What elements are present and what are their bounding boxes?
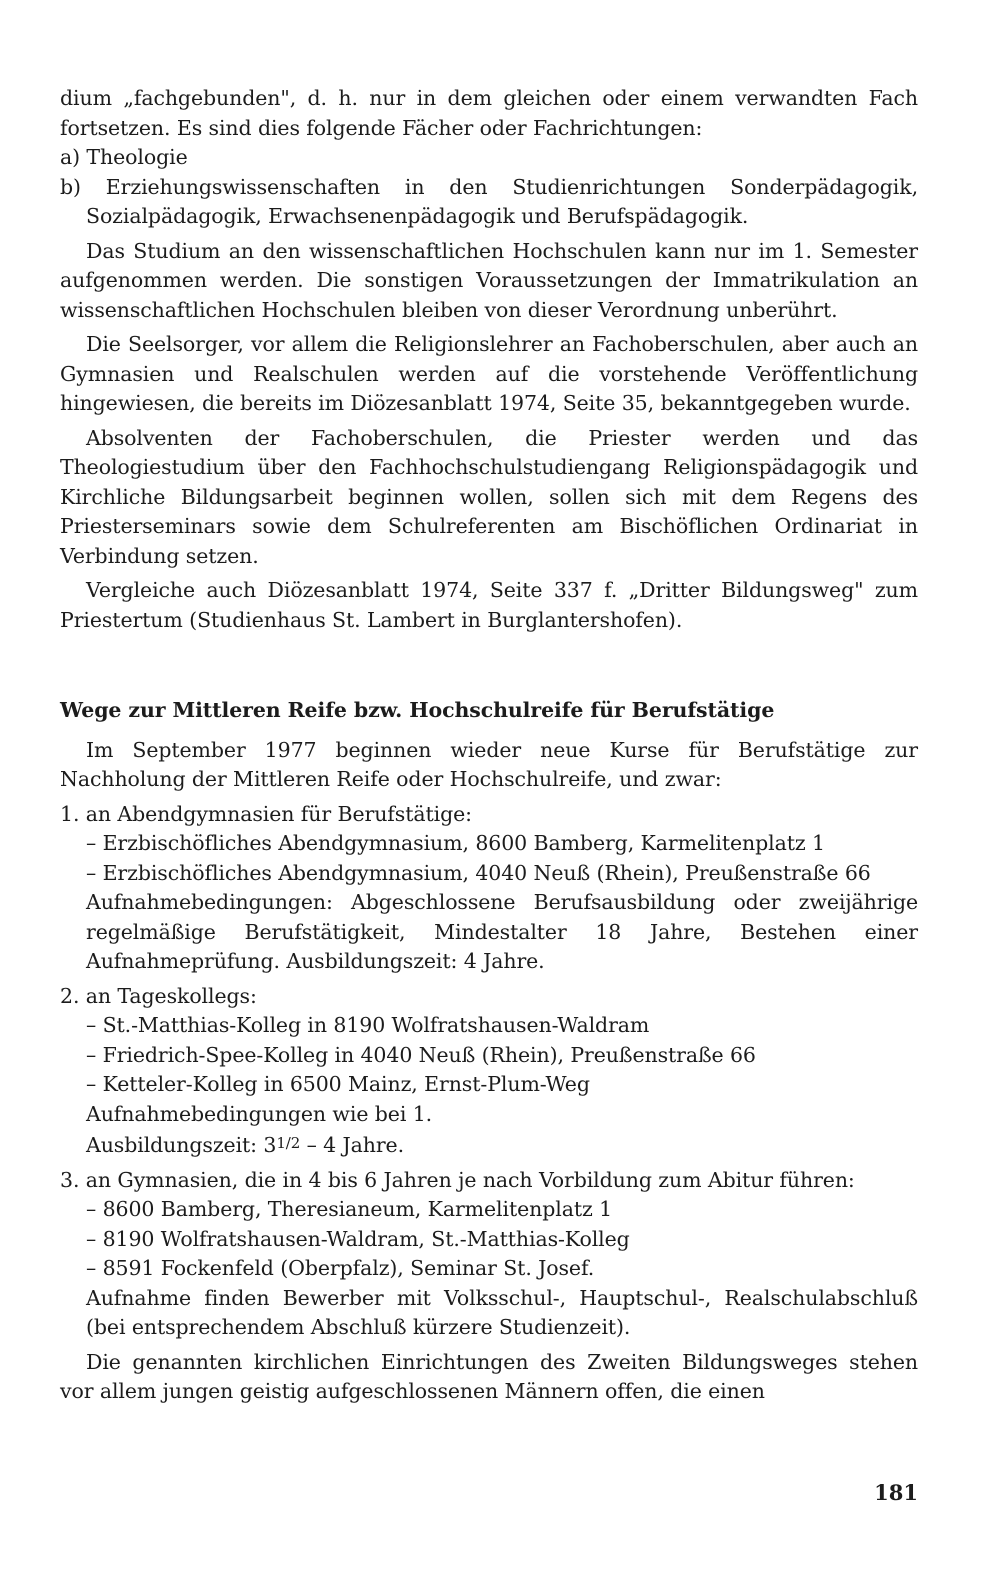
list-1-note: Aufnahmebedingungen: Abgeschlossene Berufsausbildung oder zweijährige regelmäßige Berufstätigkeit, Mindestalter 18 Jahre, Bestehen einer Aufnahmeprüfung. Ausbildungszeit: 4 Jahre.: [86, 890, 918, 973]
paragraph-1: Das Studium an den wissenschaftlichen Hochschulen kann nur im 1. Semester aufgenommen werden. Die sonstigen Voraussetzungen der Immatrikulation an wissenschaftlichen Hochschulen bleiben von dieser Verordnung unberührt.: [60, 238, 918, 322]
list-3-note: Aufnahme finden Bewerber mit Volksschul-, Hauptschul-, Realschulabschluß (bei entsprechendem Abschluß kürzere Studienzeit).: [86, 1285, 918, 1339]
duration-suffix: – 4 Jahre.: [300, 1133, 405, 1157]
section-heading: Wege zur Mittleren Reife bzw. Hochschulreife für Berufstätige: [60, 698, 775, 722]
page-body: [60, 84, 918, 1407]
list-1-item: – Erzbischöfliches Abendgymnasium, 8600 Bamberg, Karmelitenplatz 1: [86, 831, 825, 855]
list-3-item: – 8600 Bamberg, Theresianeum, Karmelitenplatz 1: [86, 1197, 613, 1221]
list-2-title: 2. an Tageskollegs:: [60, 983, 257, 1008]
list-3-item: – 8591 Fockenfeld (Oberpfalz), Seminar St. Josef.: [86, 1256, 595, 1280]
duration-prefix: Ausbildungszeit: 3: [86, 1133, 277, 1157]
list-2-item: – Friedrich-Spee-Kolleg in 4040 Neuß (Rhein), Preußenstraße 66: [86, 1042, 756, 1067]
section-intro: Im September 1977 beginnen wieder neue Kurse für Berufstätige zur Nachholung der Mittleren Reife oder Hochschulreife, und zwar:: [60, 737, 918, 791]
list-item-b: b) Erziehungswissenschaften in den Studienrichtungen Sonderpädagogik, Sozialpädagogik, Erwachsenenpädagogik und Berufspädagogik.: [60, 174, 918, 228]
list-2-note-1: Aufnahmebedingungen wie bei 1.: [86, 1101, 433, 1126]
duration-fraction: 1/2: [276, 1134, 301, 1152]
intro-text: dium „fachgebunden", d. h. nur in dem gleichen oder einem verwandten Fach fortsetzen. Es sind dies folgende Fächer oder Fachrichtungen:: [60, 86, 918, 140]
page-number: 181: [874, 1480, 918, 1505]
list-1-item: – Erzbischöfliches Abendgymnasium, 4040 Neuß (Rhein), Preußenstraße 66: [86, 860, 871, 885]
closing-paragraph: Die genannten kirchlichen Einrichtungen des Zweiten Bildungsweges stehen vor allem jungen geistig aufgeschlossenen Männern offen, die einen: [60, 1349, 918, 1403]
list-2-item: – Ketteler-Kolleg in 6500 Mainz, Ernst-Plum-Weg: [86, 1072, 590, 1096]
paragraph-2: Die Seelsorger, vor allem die Religionslehrer an Fachoberschulen, aber auch an Gymnasien und Realschulen werden auf die vorstehende Veröffentlichung hingewiesen, die bereits im Diözesanblatt 1974, Seite 35, bekanntgegeben wurde.: [60, 332, 918, 415]
list-1-title: 1. an Abendgymnasien für Berufstätige:: [60, 801, 472, 826]
list-3-item: – 8190 Wolfratshausen-Waldram, St.-Matthias-Kolleg: [86, 1226, 630, 1251]
list-3-title: 3. an Gymnasien, die in 4 bis 6 Jahren je nach Vorbildung zum Abitur führen:: [60, 1167, 855, 1192]
paragraph-4: Vergleiche auch Diözesanblatt 1974, Seite 337 f. „Dritter Bildungsweg" zum Priestertum (Studienhaus St. Lambert in Burglantershofen).: [60, 578, 918, 632]
list-2-note-2: [60, 1129, 918, 1161]
paragraph-3: Absolventen der Fachoberschulen, die Priester werden und das Theologiestudium über den Fachhochschulstudiengang Religionspädagogik und Kirchliche Bildungsarbeit beginnen wollen, sollen sich mit dem Regens des Priesterseminars sowie dem Schulreferenten am Bischöflichen Ordinariat in Verbindung setzen.: [60, 425, 918, 568]
list-2-item: – St.-Matthias-Kolleg in 8190 Wolfratshausen-Waldram: [86, 1013, 650, 1037]
list-item-a: a) Theologie: [60, 145, 188, 169]
